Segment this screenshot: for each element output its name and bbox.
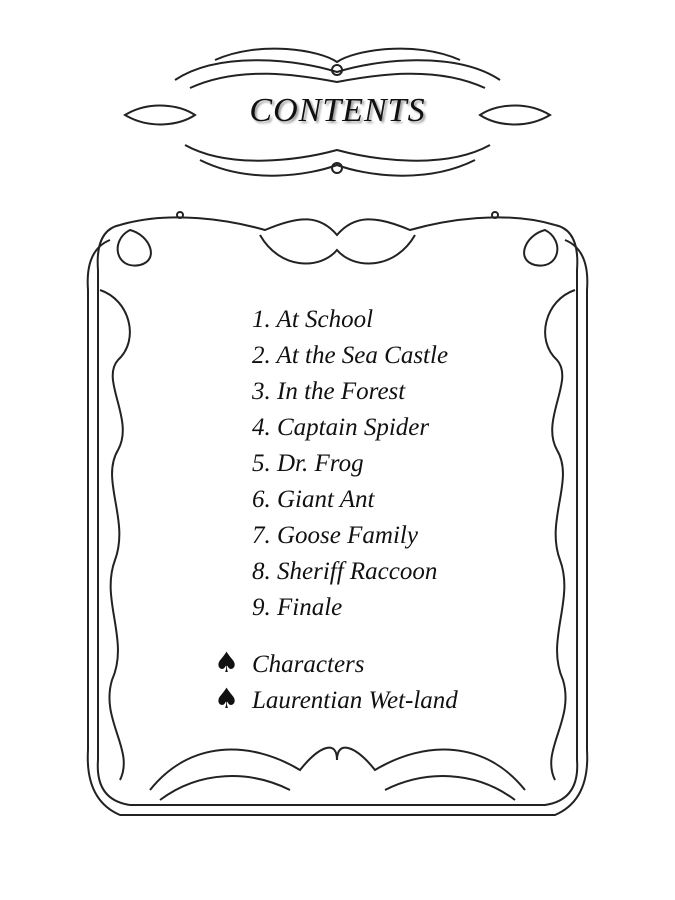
extra-label: Characters (252, 651, 365, 678)
chapter-item: 4. Captain Spider (252, 414, 430, 441)
spade-icon: ♠ (214, 646, 240, 679)
chapter-item: 2. At the Sea Castle (252, 342, 449, 369)
chapter-item: 9. Finale (252, 594, 343, 621)
spade-icon: ♠ (214, 682, 240, 715)
page-title: CONTENTS (249, 92, 426, 129)
chapter-item: 8. Sheriff Raccoon (252, 558, 438, 585)
extra-label: Laurentian Wet-land (252, 687, 458, 714)
extras-list (214, 645, 458, 717)
chapter-item: 6. Giant Ant (252, 486, 375, 513)
extra-item-characters (214, 645, 458, 681)
chapter-item: 7. Goose Family (252, 522, 418, 549)
chapter-item: 1. At School (252, 306, 374, 333)
chapter-item: 3. In the Forest (252, 378, 406, 405)
chapter-item: 5. Dr. Frog (252, 450, 364, 477)
extra-item-laurentian-wet-land (214, 681, 458, 717)
chapter-list (252, 302, 448, 626)
